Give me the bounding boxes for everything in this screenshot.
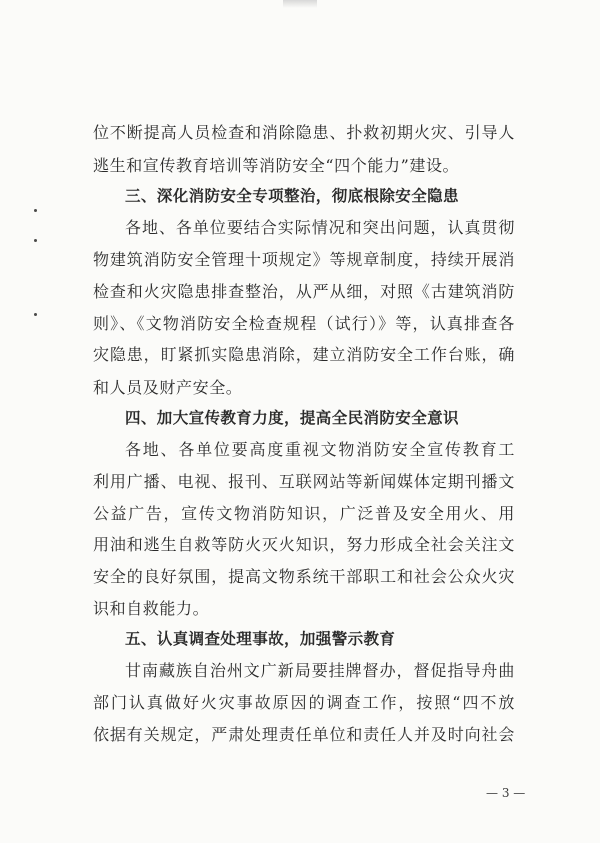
margin-dot	[34, 239, 37, 242]
page-number: — 3 —	[486, 786, 526, 800]
section-heading: 五、认真调查处理事故，加强警示教育	[125, 630, 396, 648]
body-line: 灾隐患，盯紧抓实隐患消除，建立消防安全工作台账，确	[93, 345, 515, 364]
section-heading: 三、深化消防安全专项整治，彻底根除安全隐患	[125, 187, 459, 205]
body-line: 公益广告，宣传文物消防知识，广泛普及安全用火、用	[93, 504, 515, 523]
body-line: 部门认真做好火灾事故原因的调查工作，按照“四不放	[93, 693, 515, 712]
scan-mark	[283, 0, 317, 8]
body-line: 物建筑消防安全管理十项规定》等规章制度，持续开展消	[93, 250, 515, 269]
body-line: 和人员及财产安全。	[93, 378, 243, 397]
body-line: 检查和火灾隐患排查整治，从严从细，对照《古建筑消防	[93, 282, 515, 301]
section-heading: 四、加大宣传教育力度，提高全民消防安全意识	[125, 409, 459, 427]
body-line: 位不断提高人员检查和消除隐患、扑救初期火灾、引导人	[93, 123, 515, 142]
body-line: 各地、各单位要高度重视文物消防安全宣传教育工	[125, 440, 515, 459]
body-line: 用油和逃生自救等防火灭火知识，努力形成全社会关注文	[93, 535, 515, 554]
body-line: 利用广播、电视、报刊、互联网站等新闻媒体定期刊播文	[93, 472, 515, 491]
body-line: 识和自救能力。	[93, 599, 210, 618]
margin-dot	[34, 313, 37, 316]
body-line: 依据有关规定，严肃处理责任单位和责任人并及时向社会	[93, 725, 515, 744]
body-line: 安全的良好氛围，提高文物系统干部职工和社会公众火灾	[93, 567, 515, 586]
body-line: 各地、各单位要结合实际情况和突出问题，认真贯彻	[125, 218, 515, 237]
body-line: 则》、《文物消防安全检查规程（试行）》等，认真排查各	[93, 314, 515, 333]
margin-dot	[34, 209, 37, 212]
body-line: 甘南藏族自治州文广新局要挂牌督办，督促指导舟曲	[125, 661, 515, 680]
body-line: 逃生和宣传教育培训等消防安全“四个能力”建设。	[93, 156, 460, 175]
